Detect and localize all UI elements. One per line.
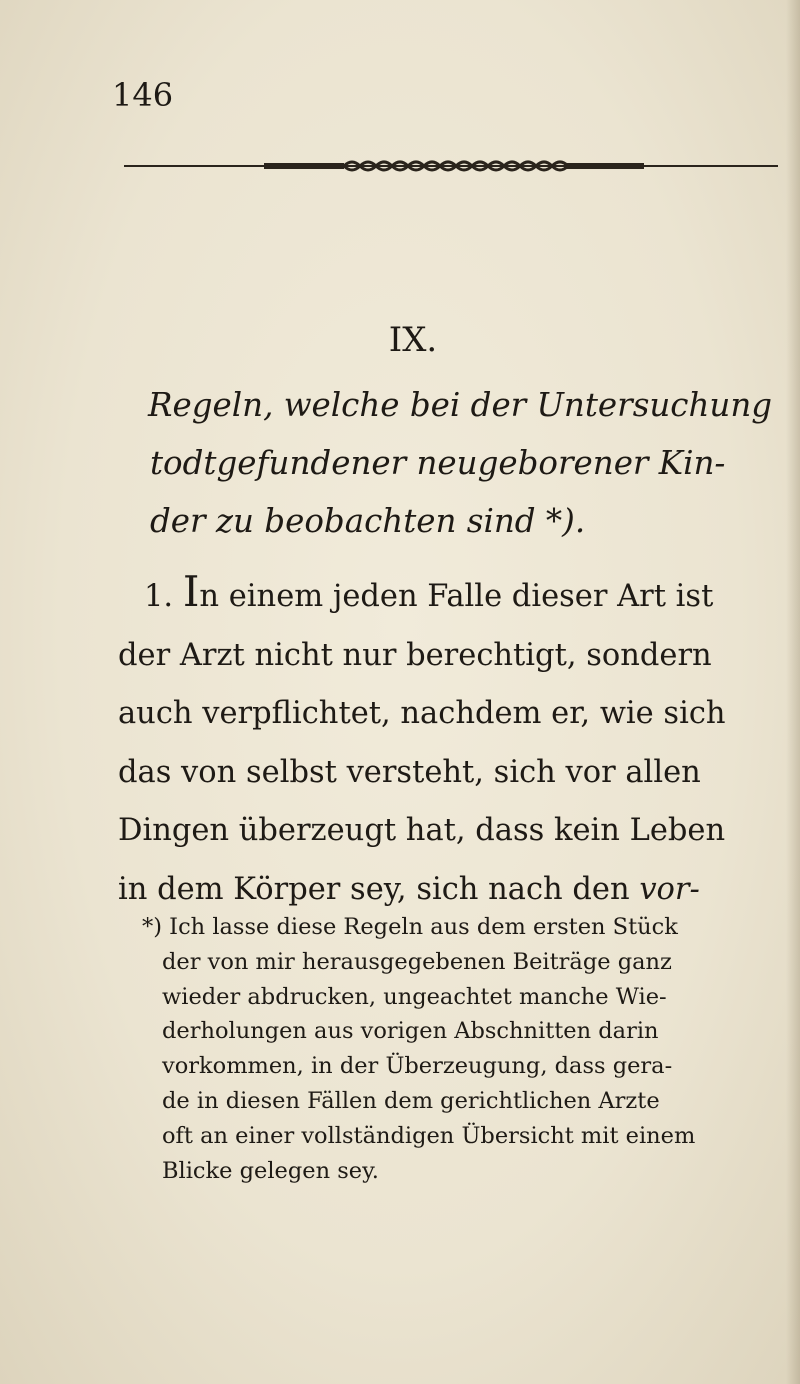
- initial-letter: I: [182, 567, 200, 616]
- paragraph-line: der Arzt nicht nur berechtigt, sondern: [118, 637, 712, 673]
- paragraph-number: 1.: [144, 579, 174, 614]
- footnote-line: Blicke gelegen sey.: [162, 1157, 379, 1184]
- footnote: [118, 910, 790, 1188]
- footnote-line: *) Ich lasse diese Regeln aus dem ersten Stück: [142, 914, 678, 940]
- title-line: Regeln, welche bei der Untersuchung: [148, 386, 773, 424]
- paragraph-line: auch verpflichtet, nachdem er, wie sich: [118, 696, 726, 731]
- first-line-text: n einem jeden Falle dieser Art ist: [199, 579, 714, 614]
- paragraph-1: [118, 568, 788, 919]
- footnote-line: oft an einer vollständigen Übersicht mit einem: [162, 1122, 696, 1149]
- ornamental-rule: [124, 158, 778, 174]
- footnote-line: de in diesen Fällen dem gerichtlichen Arzte: [162, 1087, 660, 1114]
- footnote-line: der von mir herausgegebenen Beiträge ganz: [162, 948, 672, 975]
- chapter-title: [148, 376, 788, 550]
- chapter-numeral: IX.: [388, 320, 438, 360]
- title-line: der zu beobachten sind *).: [150, 502, 586, 540]
- paragraph-line: das von selbst versteht, sich vor allen: [118, 754, 701, 790]
- last-line-text: in dem Körper sey, sich nach den: [118, 871, 640, 907]
- footnote-line: vorkommen, in der Überzeugung, dass gera-: [162, 1053, 673, 1080]
- title-line: todtgefundener neugeborener Kin-: [150, 444, 726, 482]
- footnote-line: derholungen aus vorigen Abschnitten darin: [162, 1018, 659, 1045]
- paragraph-first-line: [144, 568, 788, 627]
- paragraph-line: Dingen überzeugt hat, dass kein Leben: [118, 813, 726, 848]
- footnote-line: wieder abdrucken, ungeachtet manche Wie-: [162, 983, 667, 1010]
- catchword: vor-: [639, 871, 700, 907]
- page-number: 146: [112, 76, 174, 114]
